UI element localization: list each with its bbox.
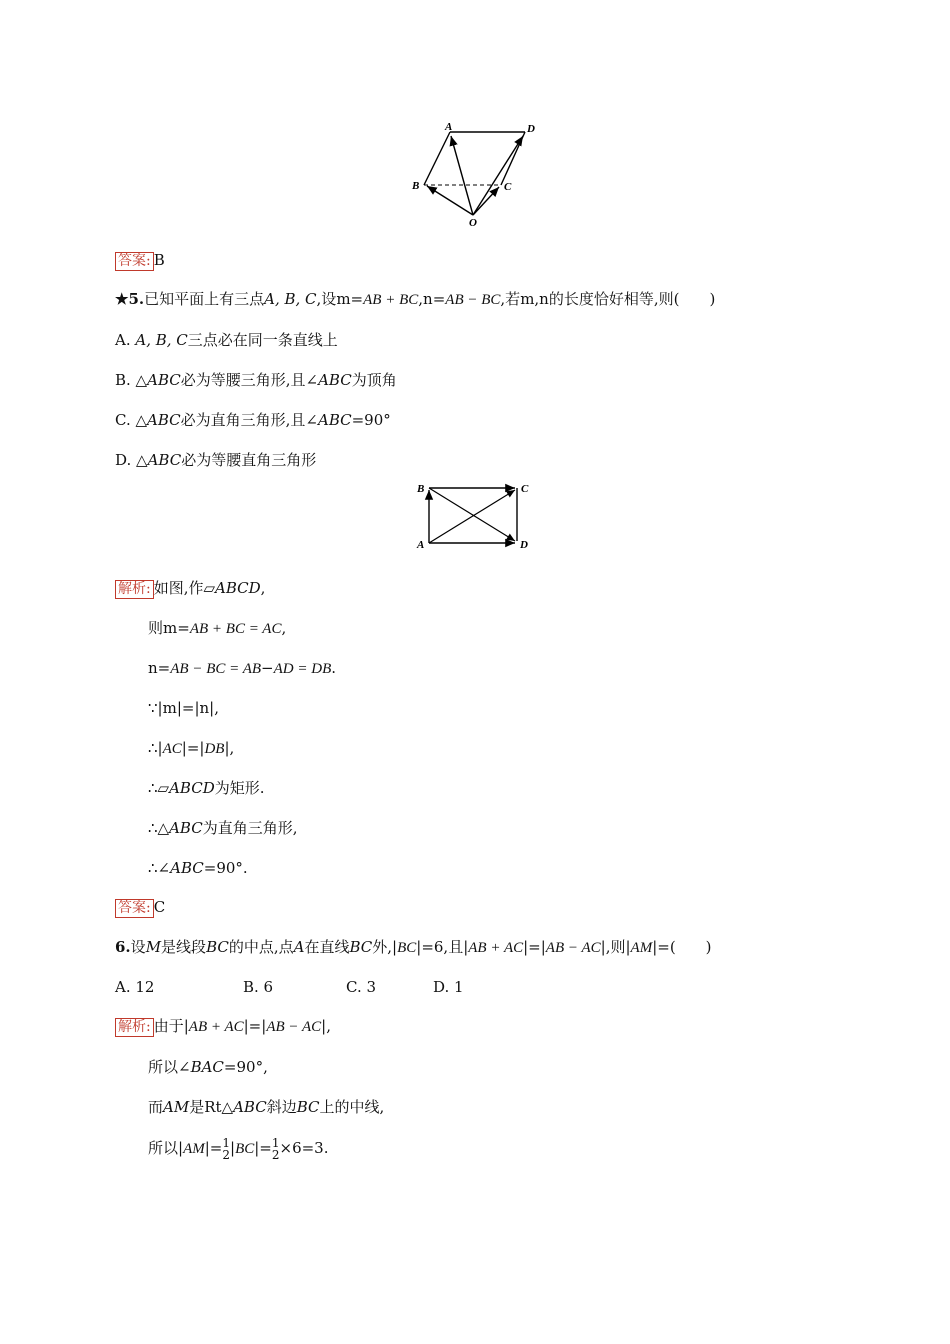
sol-text: |=| — [243, 1017, 267, 1035]
opt-text: ABC — [147, 451, 182, 469]
opt-text: ABC — [147, 371, 181, 389]
q-text: ,若 — [500, 290, 521, 308]
vector-expr: AB + BC = AC — [189, 621, 282, 637]
frac-num: 1 — [271, 1136, 280, 1150]
sol-text: 是Rt△ — [189, 1098, 234, 1116]
label-d: D — [527, 123, 535, 135]
sol-text: |, — [224, 739, 235, 757]
sol-text: BC — [296, 1098, 320, 1116]
sol-text: ×6=3. — [279, 1139, 329, 1157]
solution-5-line-1 — [115, 578, 265, 599]
sol-text: ∵|m|=|n|, — [148, 699, 219, 717]
q-text: M — [145, 938, 162, 956]
answer-5 — [115, 897, 165, 918]
fraction — [272, 1137, 280, 1161]
vector-expr: AM — [630, 940, 653, 956]
sol-text: , — [260, 579, 266, 597]
answer-value: B — [153, 251, 165, 269]
question-5: ★5.已知平面上有三点A, B, C,设m=AB + BC,n=AB − BC,若m,n的长度恰好相等,则( ) — [115, 290, 716, 308]
opt-text: 必为等腰直角三角形 — [181, 451, 317, 469]
frac-den: 2 — [222, 1148, 230, 1162]
label-d: D — [520, 539, 528, 551]
vector-expr: AB − BC — [445, 292, 501, 308]
q-text: |=6,且| — [416, 938, 469, 956]
opt-text: 必为直角三角形,且∠ — [180, 411, 318, 429]
sol-text: 所以| — [148, 1139, 184, 1157]
answer-tag: 答案: — [115, 899, 154, 918]
label-a: A — [417, 539, 425, 551]
q-text: m — [336, 290, 351, 308]
solution-5-line-5 — [148, 738, 234, 759]
option-c — [115, 410, 391, 430]
opt-text: ABC — [318, 371, 352, 389]
q-text: |,则| — [600, 938, 631, 956]
sol-text: ∴∠ — [148, 859, 171, 877]
q-text: n — [423, 290, 433, 308]
sol-text: 由于| — [153, 1017, 189, 1035]
sol-text: 上的中线, — [319, 1098, 385, 1116]
figure-pyramid — [405, 120, 550, 230]
vector-expr: AM — [183, 1141, 205, 1157]
figure-rectangle — [412, 478, 537, 553]
vector-expr: BC — [235, 1141, 255, 1157]
solution-6-line-3 — [148, 1097, 384, 1117]
label-c: C — [504, 181, 512, 193]
q-text: 外,| — [372, 938, 398, 956]
solution-5-line-3: n=AB − BC = AB−AD = DB. — [148, 659, 337, 677]
vector-expr: BC — [397, 940, 417, 956]
vector-expr: AB − BC = AB — [170, 661, 262, 677]
sol-text: ∴| — [148, 739, 163, 757]
sol-text: AM — [163, 1098, 190, 1116]
vector-expr: AB + BC — [363, 292, 419, 308]
label-a: A — [445, 121, 453, 133]
solution-5-line-4 — [148, 698, 219, 718]
q6-option-b: B. 6 — [243, 978, 274, 996]
q-text: |=( ) — [652, 938, 712, 956]
sol-text: |, — [321, 1017, 331, 1035]
sol-text: ∴△ — [148, 819, 170, 837]
sol-text: n — [148, 659, 158, 677]
sol-text: ∴▱ — [148, 779, 170, 797]
question-6 — [115, 937, 712, 958]
q-text: 在直线 — [304, 938, 350, 956]
sol-text: 而 — [148, 1098, 164, 1116]
sol-text: |= — [254, 1139, 272, 1157]
sol-text: . — [331, 659, 337, 677]
opt-text: 必为等腰三角形,且∠ — [180, 371, 319, 389]
option-a — [115, 330, 338, 350]
label-b: B — [417, 483, 425, 495]
q-text: m,n — [520, 290, 549, 308]
option-b — [115, 370, 397, 390]
frac-den: 2 — [271, 1148, 280, 1162]
vector-expr: AD = DB — [273, 661, 332, 677]
opt-text: B. △ — [115, 371, 148, 389]
sol-text: 为直角三角形, — [202, 819, 298, 837]
q-text: 的长度恰好相等,则( ) — [548, 290, 716, 308]
label-b: B — [412, 180, 420, 192]
opt-text: ABC — [147, 411, 181, 429]
vector-expr: AB − AC — [545, 940, 601, 956]
sol-text: 如图,作▱ — [153, 579, 216, 597]
vector-expr: AC — [162, 741, 182, 757]
sol-text: − — [261, 659, 274, 677]
sol-text: |= — [204, 1139, 223, 1157]
solution-tag: 解析: — [115, 580, 154, 599]
option-d — [115, 450, 316, 470]
question-number: ★5. — [115, 290, 145, 308]
vector-expr: AB − AC — [266, 1019, 322, 1035]
q-text: ,设 — [316, 290, 337, 308]
sol-text: =90°, — [223, 1058, 268, 1076]
q-text: 已知平面上有三点 — [144, 290, 265, 308]
q-text: 是线段 — [161, 938, 207, 956]
sol-text: 为矩形. — [214, 779, 265, 797]
solution-6-line-2 — [148, 1057, 268, 1077]
solution-5-line-2: 则m=AB + BC = AC, — [148, 619, 287, 637]
opt-text: D. △ — [115, 451, 148, 469]
opt-text: A, B, C — [135, 331, 188, 349]
vector-expr: AB + AC — [468, 940, 524, 956]
label-c: C — [521, 483, 529, 495]
answer-value: C — [153, 898, 166, 916]
opt-text: 为顶角 — [351, 371, 397, 389]
solution-6-line-4 — [148, 1137, 329, 1161]
sol-text: ABCD — [215, 579, 261, 597]
q-text: BC — [206, 938, 229, 956]
q6-option-d: D. 1 — [433, 978, 464, 996]
q-text: A — [293, 938, 305, 956]
q-text: 设 — [130, 938, 146, 956]
sol-text: ABC — [233, 1098, 267, 1116]
opt-text: ABC — [317, 411, 352, 429]
sol-text: ABC — [169, 819, 203, 837]
sol-text: 则 — [148, 619, 164, 637]
sol-text: 所以∠ — [148, 1058, 191, 1076]
sol-text: ABC — [170, 859, 204, 877]
sol-text: ABCD — [169, 779, 215, 797]
q-text: 的中点,点 — [228, 938, 294, 956]
sol-text: | — [230, 1139, 236, 1157]
vector-expr: DB — [204, 741, 225, 757]
solution-6-line-1 — [115, 1016, 331, 1037]
answer-tag: 答案: — [115, 252, 154, 271]
q-text: A, B, C — [264, 290, 317, 308]
opt-text: 三点必在同一条直线上 — [187, 331, 338, 349]
answer-4 — [115, 250, 165, 271]
sol-text: 斜边 — [266, 1098, 297, 1116]
sol-text: , — [281, 619, 287, 637]
solution-5-line-6 — [148, 778, 265, 798]
solution-5-line-7 — [148, 818, 298, 838]
opt-text: C. △ — [115, 411, 148, 429]
q-text: , — [418, 290, 424, 308]
fraction — [222, 1137, 230, 1161]
q6-option-a: A. 12 — [115, 978, 155, 996]
q-text: |=| — [523, 938, 546, 956]
q-text: BC — [349, 938, 373, 956]
opt-text: A. — [115, 331, 136, 349]
vector-expr: AB + AC — [188, 1019, 244, 1035]
solution-tag: 解析: — [115, 1018, 154, 1037]
frac-num: 1 — [222, 1136, 230, 1150]
solution-5-line-8 — [148, 858, 248, 878]
sol-text: =90°. — [203, 859, 248, 877]
q6-option-c: C. 3 — [346, 978, 377, 996]
label-o: O — [469, 217, 477, 229]
sol-text: BAC — [190, 1058, 224, 1076]
opt-text: =90° — [351, 411, 391, 429]
sol-text: m — [163, 619, 178, 637]
sol-text: |=| — [181, 739, 205, 757]
question-number: 6. — [115, 938, 131, 956]
